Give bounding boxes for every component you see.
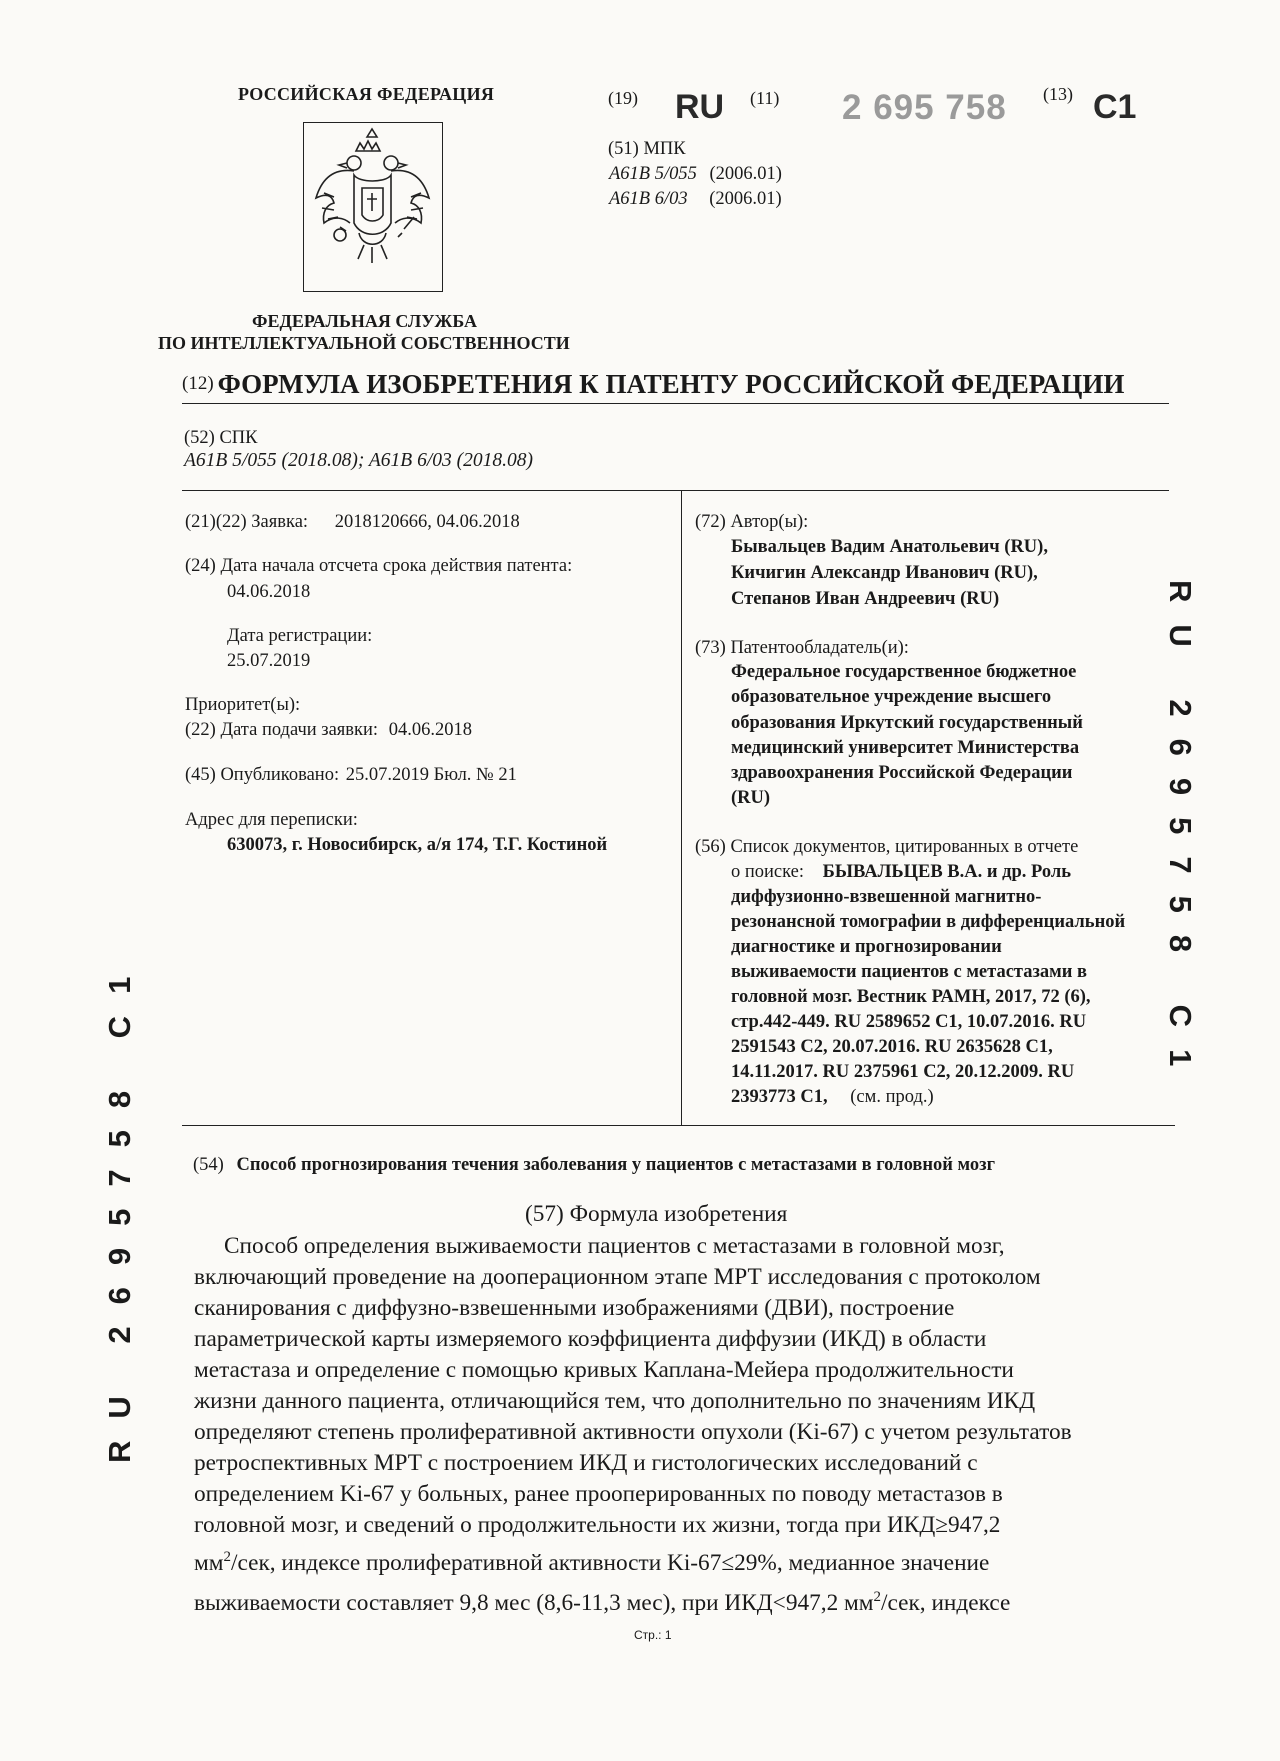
citation-text: 2591543 C2, 20.07.2016. RU 2635628 C1,: [731, 1037, 1053, 1057]
mpk-label: (51) МПК: [608, 139, 686, 159]
claims-superscript: 2: [223, 1549, 231, 1565]
invention-title: Способ прогнозирования течения заболевания у пациентов с метастазами в головной мозг: [236, 1155, 995, 1175]
page-number: Стр.: 1: [634, 1628, 672, 1642]
mpk-entry: [609, 164, 782, 185]
side-label-left: RU 2695758 C1: [102, 954, 137, 1463]
owner-label: (73) Патентообладатель(и):: [695, 638, 909, 658]
citation-text: диффузионно-взвешенной магнитно-: [731, 887, 1042, 907]
author-name: Степанов Иван Андреевич (RU): [731, 589, 1000, 609]
claims-text: /сек, индексе: [881, 1589, 1011, 1616]
term-start-value: 04.06.2018: [227, 582, 311, 602]
patent-number: 2 695 758: [842, 88, 1007, 127]
mpk-version: (2006.01): [709, 164, 782, 184]
owner-line: медицинский университет Министерства: [731, 738, 1080, 758]
filing-value: 04.06.2018: [388, 720, 472, 740]
citations-line-1: [731, 862, 1071, 883]
address-label: Адрес для переписки:: [185, 810, 358, 830]
claims-heading: (57) Формула изобретения: [525, 1201, 788, 1227]
agency-name-line2: ПО ИНТЕЛЛЕКТУАЛЬНОЙ СОБСТВЕННОСТИ: [158, 333, 570, 353]
priority-label: Приоритет(ы):: [185, 695, 301, 715]
inid-54: (54): [193, 1155, 224, 1175]
citations-label: (56) Список документов, цитированных в отчете: [695, 837, 1079, 857]
claims-line: определением Ki-67 у больных, ранее прооперированных по поводу метастазов в: [194, 1481, 1003, 1507]
agency-name-line1: ФЕДЕРАЛЬНАЯ СЛУЖБА: [252, 311, 477, 331]
mpk-entry: [609, 189, 782, 210]
application-label: (21)(22) Заявка:: [185, 512, 309, 532]
claims-text: выживаемости составляет 9,8 мес (8,6-11,3 мес), при ИКД<947,2 мм: [194, 1589, 874, 1616]
citation-text: головной мозг. Вестник РАМН, 2017, 72 (6),: [731, 987, 1091, 1007]
inid-12: (12): [182, 373, 214, 394]
authors-label: (72) Автор(ы):: [695, 512, 809, 532]
citation-text: диагностике и прогнозировании: [731, 937, 1002, 957]
coat-of-arms-emblem: [303, 122, 443, 292]
citation-text: 14.11.2017. RU 2375961 C2, 20.12.2009. RU: [731, 1062, 1075, 1082]
invention-title-row: [193, 1155, 995, 1176]
citations-label-cont: о поиске:: [731, 862, 805, 882]
owner-line: образовательное учреждение высшего: [731, 687, 1052, 707]
claims-line: сканирования с диффузно-взвешенными изображениями (ДВИ), построение: [194, 1295, 955, 1321]
claims-line: [194, 1589, 1010, 1617]
owner-line: Федеральное государственное бюджетное: [731, 662, 1077, 682]
author-name: Кичигин Александр Иванович (RU),: [731, 563, 1038, 583]
claims-line: Способ определения выживаемости пациентов с метастазами в головной мозг,: [224, 1233, 1005, 1259]
published-label: (45) Опубликовано:: [185, 765, 340, 785]
claims-line: определяют степень пролиферативной активности опухоли (Ki-67) с учетом результатов: [194, 1419, 1072, 1445]
cpk-label: (52) СПК: [184, 428, 258, 448]
owner-line: здравоохранения Российской Федерации: [731, 763, 1073, 783]
term-start-label: (24) Дата начала отсчета срока действия патента:: [185, 556, 573, 576]
mpk-class: A61B 5/055: [609, 164, 697, 184]
claims-superscript: 2: [873, 1589, 882, 1605]
citations-line-last: [731, 1087, 934, 1108]
claims-line: жизни данного пациента, отличающийся тем, что дополнительно по значениям ИКД: [194, 1388, 1036, 1414]
citation-text: БЫВАЛЬЦЕВ В.А. и др. Роль: [822, 862, 1072, 882]
citation-text: 2393773 C1,: [731, 1087, 828, 1107]
claims-text: мм: [194, 1549, 224, 1576]
citation-text: резонансной томографии в дифференциальной: [731, 912, 1126, 932]
application-row: [185, 512, 520, 533]
claims-line: ретроспективных МРТ с построением ИКД и гистологических исследований с: [194, 1450, 978, 1476]
filing-label: (22) Дата подачи заявки:: [185, 720, 379, 740]
citation-text: стр.442-449. RU 2589652 C1, 10.07.2016. RU: [731, 1012, 1087, 1032]
claims-line: [194, 1549, 989, 1577]
claims-line: метастаза и определение с помощью кривых Каплана-Мейера продолжительности: [194, 1357, 1014, 1383]
mpk-version: (2006.01): [709, 189, 782, 209]
claims-text: /сек, индексе пролиферативной активности Ki-67≤29%, медианное значение: [231, 1549, 990, 1576]
doc-type-line: [182, 369, 1124, 400]
country-name: РОССИЙСКАЯ ФЕДЕРАЦИЯ: [238, 84, 495, 104]
published-value: 25.07.2019 Бюл. № 21: [345, 765, 517, 785]
published-row: [185, 765, 517, 786]
inid-19: (19): [608, 88, 638, 108]
side-label-right: RU 2695758 C1: [1163, 580, 1198, 1089]
address-value: 630073, г. Новосибирск, а/я 174, Т.Г. Костиной: [227, 835, 608, 855]
country-code: RU: [675, 88, 725, 126]
claims-line: головной мозг, и сведений о продолжительности их жизни, тогда при ИКД≥947,2: [194, 1512, 1001, 1538]
mpk-class: A61B 6/03: [609, 189, 688, 209]
application-value: 2018120666, 04.06.2018: [334, 512, 520, 532]
citation-continued: (см. прод.): [850, 1087, 934, 1107]
double-headed-eagle-icon: [304, 123, 441, 290]
divider: [182, 490, 1169, 491]
author-name: Бывальцев Вадим Анатольевич (RU),: [731, 537, 1048, 557]
filing-row: [185, 720, 472, 741]
reg-label: Дата регистрации:: [227, 626, 373, 646]
doc-type-title: ФОРМУЛА ИЗОБРЕТЕНИЯ К ПАТЕНТУ РОССИЙСКОЙ ФЕДЕРАЦИИ: [217, 369, 1125, 399]
divider: [182, 403, 1169, 404]
inid-13: (13): [1043, 84, 1073, 104]
citation-text: выживаемости пациентов с метастазами в: [731, 962, 1088, 982]
cpk-value: A61B 5/055 (2018.08); A61B 6/03 (2018.08): [184, 450, 533, 471]
kind-code: C1: [1093, 88, 1137, 126]
divider: [182, 1125, 1175, 1126]
reg-value: 25.07.2019: [227, 651, 311, 671]
claims-line: параметрической карты измеряемого коэффициента диффузии (ИКД) в области: [194, 1326, 987, 1352]
inid-11: (11): [750, 88, 780, 108]
owner-line: (RU): [731, 788, 771, 808]
claims-line: включающий проведение на дооперационном этапе МРТ исследования с протоколом: [194, 1264, 1041, 1290]
owner-line: образования Иркутский государственный: [731, 713, 1083, 733]
column-divider: [681, 490, 682, 1125]
